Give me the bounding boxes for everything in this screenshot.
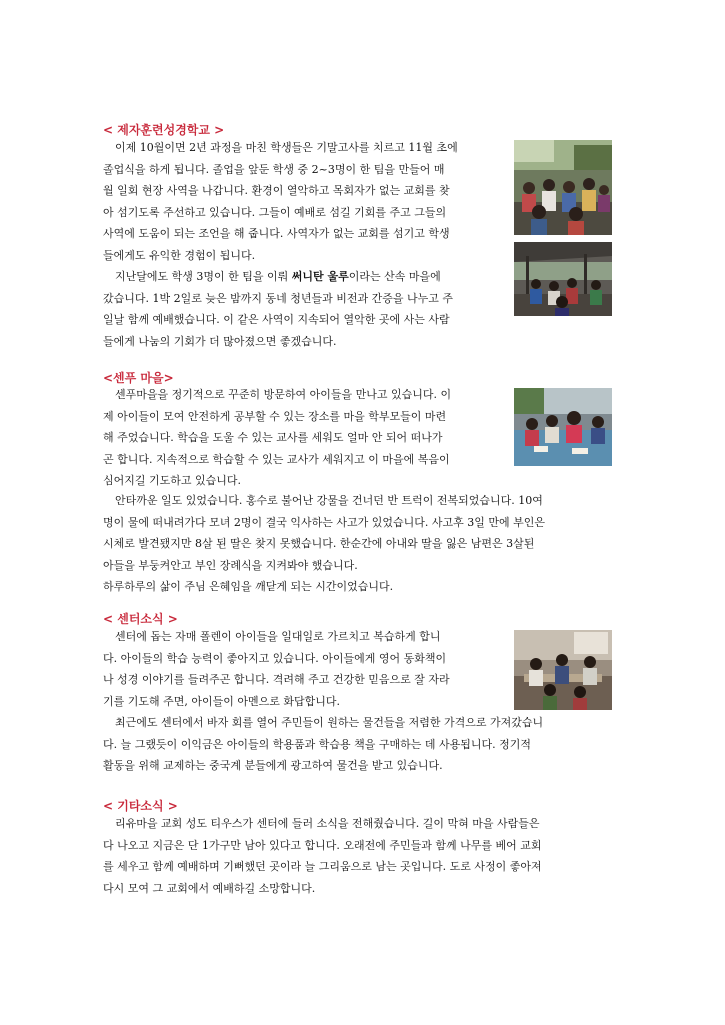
text-line: 다 나오고 지금은 단 1가구만 남아 있다고 합니다. 오래전에 주민들과 함께 나무를 베어 교회: [103, 838, 542, 852]
text-line: 를 세우고 함께 예배하며 기뻐했던 곳이라 늘 그리움으로 남는 곳입니다. 도로 사정이 좋아져: [103, 860, 542, 873]
section-heading-bible-school: < 제자훈련성경학교 >: [103, 123, 225, 137]
other-news-paragraph: [103, 813, 621, 899]
text-line: 들에게 나눔의 기회가 더 많아졌으면 좋겠습니다.: [103, 334, 337, 348]
text-line: 기를 기도해 주면, 아이들이 아멘으로 화답합니다.: [103, 694, 340, 708]
text-line: 해 주었습니다. 학습을 도울 수 있는 교사를 세워도 얼마 안 되어 떠나가: [103, 431, 443, 444]
text-line: 센푸마을을 정기적으로 꾸준히 방문하여 아이들을 만나고 있습니다. 이: [115, 388, 452, 401]
village-name: 써니탄 울루: [291, 270, 349, 283]
text-line: 나 성경 이야기를 들려주곤 합니다. 격려해 주고 건강한 믿음으로 잘 자라: [103, 673, 450, 686]
text-line: 안타까운 일도 있었습니다. 홍수로 불어난 강물을 건너던 반 트럭이 전복되었습니다. 10여: [115, 494, 543, 507]
section-heading-senpu-village: <센푸 마을>: [103, 371, 174, 385]
text-line: 활동을 위해 교제하는 중국계 분들에게 광고하여 물건을 받고 있습니다.: [103, 759, 443, 772]
section-heading-center-news: < 센터소식 >: [103, 612, 178, 626]
text-run: 지난달에도 학생 3명이 한 팀을 이뤄: [115, 270, 292, 283]
text-line: 월 일회 현장 사역을 나갑니다. 환경이 열악하고 목회자가 없는 교회를 찾: [103, 184, 450, 197]
text-line: 아들을 부둥켜안고 부인 장례식을 지켜봐야 했습니다.: [103, 558, 358, 572]
text-line: 시체로 발견됐지만 8살 된 딸은 찾지 못했습니다. 한순간에 아내와 딸을 잃은 남편은 3살된: [103, 537, 535, 550]
photo-center-tutoring: [514, 630, 612, 710]
text-line: 다. 아이들의 학습 능력이 좋아지고 있습니다. 아이들에게 영어 동화책이: [103, 651, 447, 665]
photo-bible-school-students: [514, 140, 612, 235]
section-heading-other-news: < 기타소식 >: [103, 799, 178, 813]
text-line: 이제 10월이면 2년 과정을 마친 학생들은 기말고사를 치르고 11월 초에: [115, 141, 458, 154]
text-line: 갔습니다. 1박 2일로 늦은 밤까지 동네 청년들과 비전과 간증을 나누고 주: [103, 291, 453, 305]
text-line: 아 섬기도록 주선하고 있습니다. 그들이 예배로 섬길 기회를 주고 그들의: [103, 205, 447, 219]
text-line: 리유마을 교회 성도 티우스가 센터에 들러 소식을 전해줬습니다. 길이 막혀 마을 사람들은: [115, 817, 540, 830]
text-line: 사역에 도움이 되는 조언을 해 줍니다. 사역자가 없는 교회를 섬기고 학생: [103, 227, 450, 240]
text-line: 일날 함께 예배했습니다. 이 같은 사역이 지속되어 열악한 곳에 사는 사람: [103, 313, 450, 326]
text-line: 심어지길 기도하고 있습니다.: [103, 474, 242, 487]
text-run: 이라는 산속 마을에: [348, 270, 441, 283]
senpu-paragraph-2: [103, 490, 621, 598]
text-line: 다. 늘 그랬듯이 이익금은 아이들의 학용품과 학습용 책을 구매하는 데 사용됩니다. 정기적: [103, 737, 531, 751]
text-line: 제 아이들이 모여 안전하게 공부할 수 있는 장소를 마을 학부모들이 마련: [103, 409, 447, 423]
photo-village-gathering: [514, 242, 612, 316]
text-line: 졸업식을 하게 됩니다. 졸업을 앞둔 학생 중 2~3명이 한 팀을 만들어 매: [103, 162, 445, 176]
text-line: 하루하루의 삶이 주님 은혜임을 깨닫게 되는 시간이었습니다.: [103, 580, 394, 593]
center-paragraph-2: [103, 712, 621, 777]
text-line: 다시 모여 그 교회에서 예배하길 소망합니다.: [103, 881, 316, 895]
text-line: 최근에도 센터에서 바자 회를 열어 주민들이 원하는 물건들을 저렴한 가격으로 가져갔습니: [115, 716, 544, 729]
text-line: 명이 물에 떠내려가다 모녀 2명이 결국 익사하는 사고가 있었습니다. 사고후 3일 만에 부인은: [103, 515, 545, 529]
text-line: 센터에 돕는 자매 폴렌이 아이들을 일대일로 가르치고 복습하게 합니: [115, 630, 441, 643]
text-line: 곤 합니다. 지속적으로 학습할 수 있는 교사가 세워지고 이 마을에 복음이: [103, 452, 450, 466]
photo-senpu-children: [514, 388, 612, 466]
text-line: 들에게도 유익한 경험이 됩니다.: [103, 248, 256, 262]
